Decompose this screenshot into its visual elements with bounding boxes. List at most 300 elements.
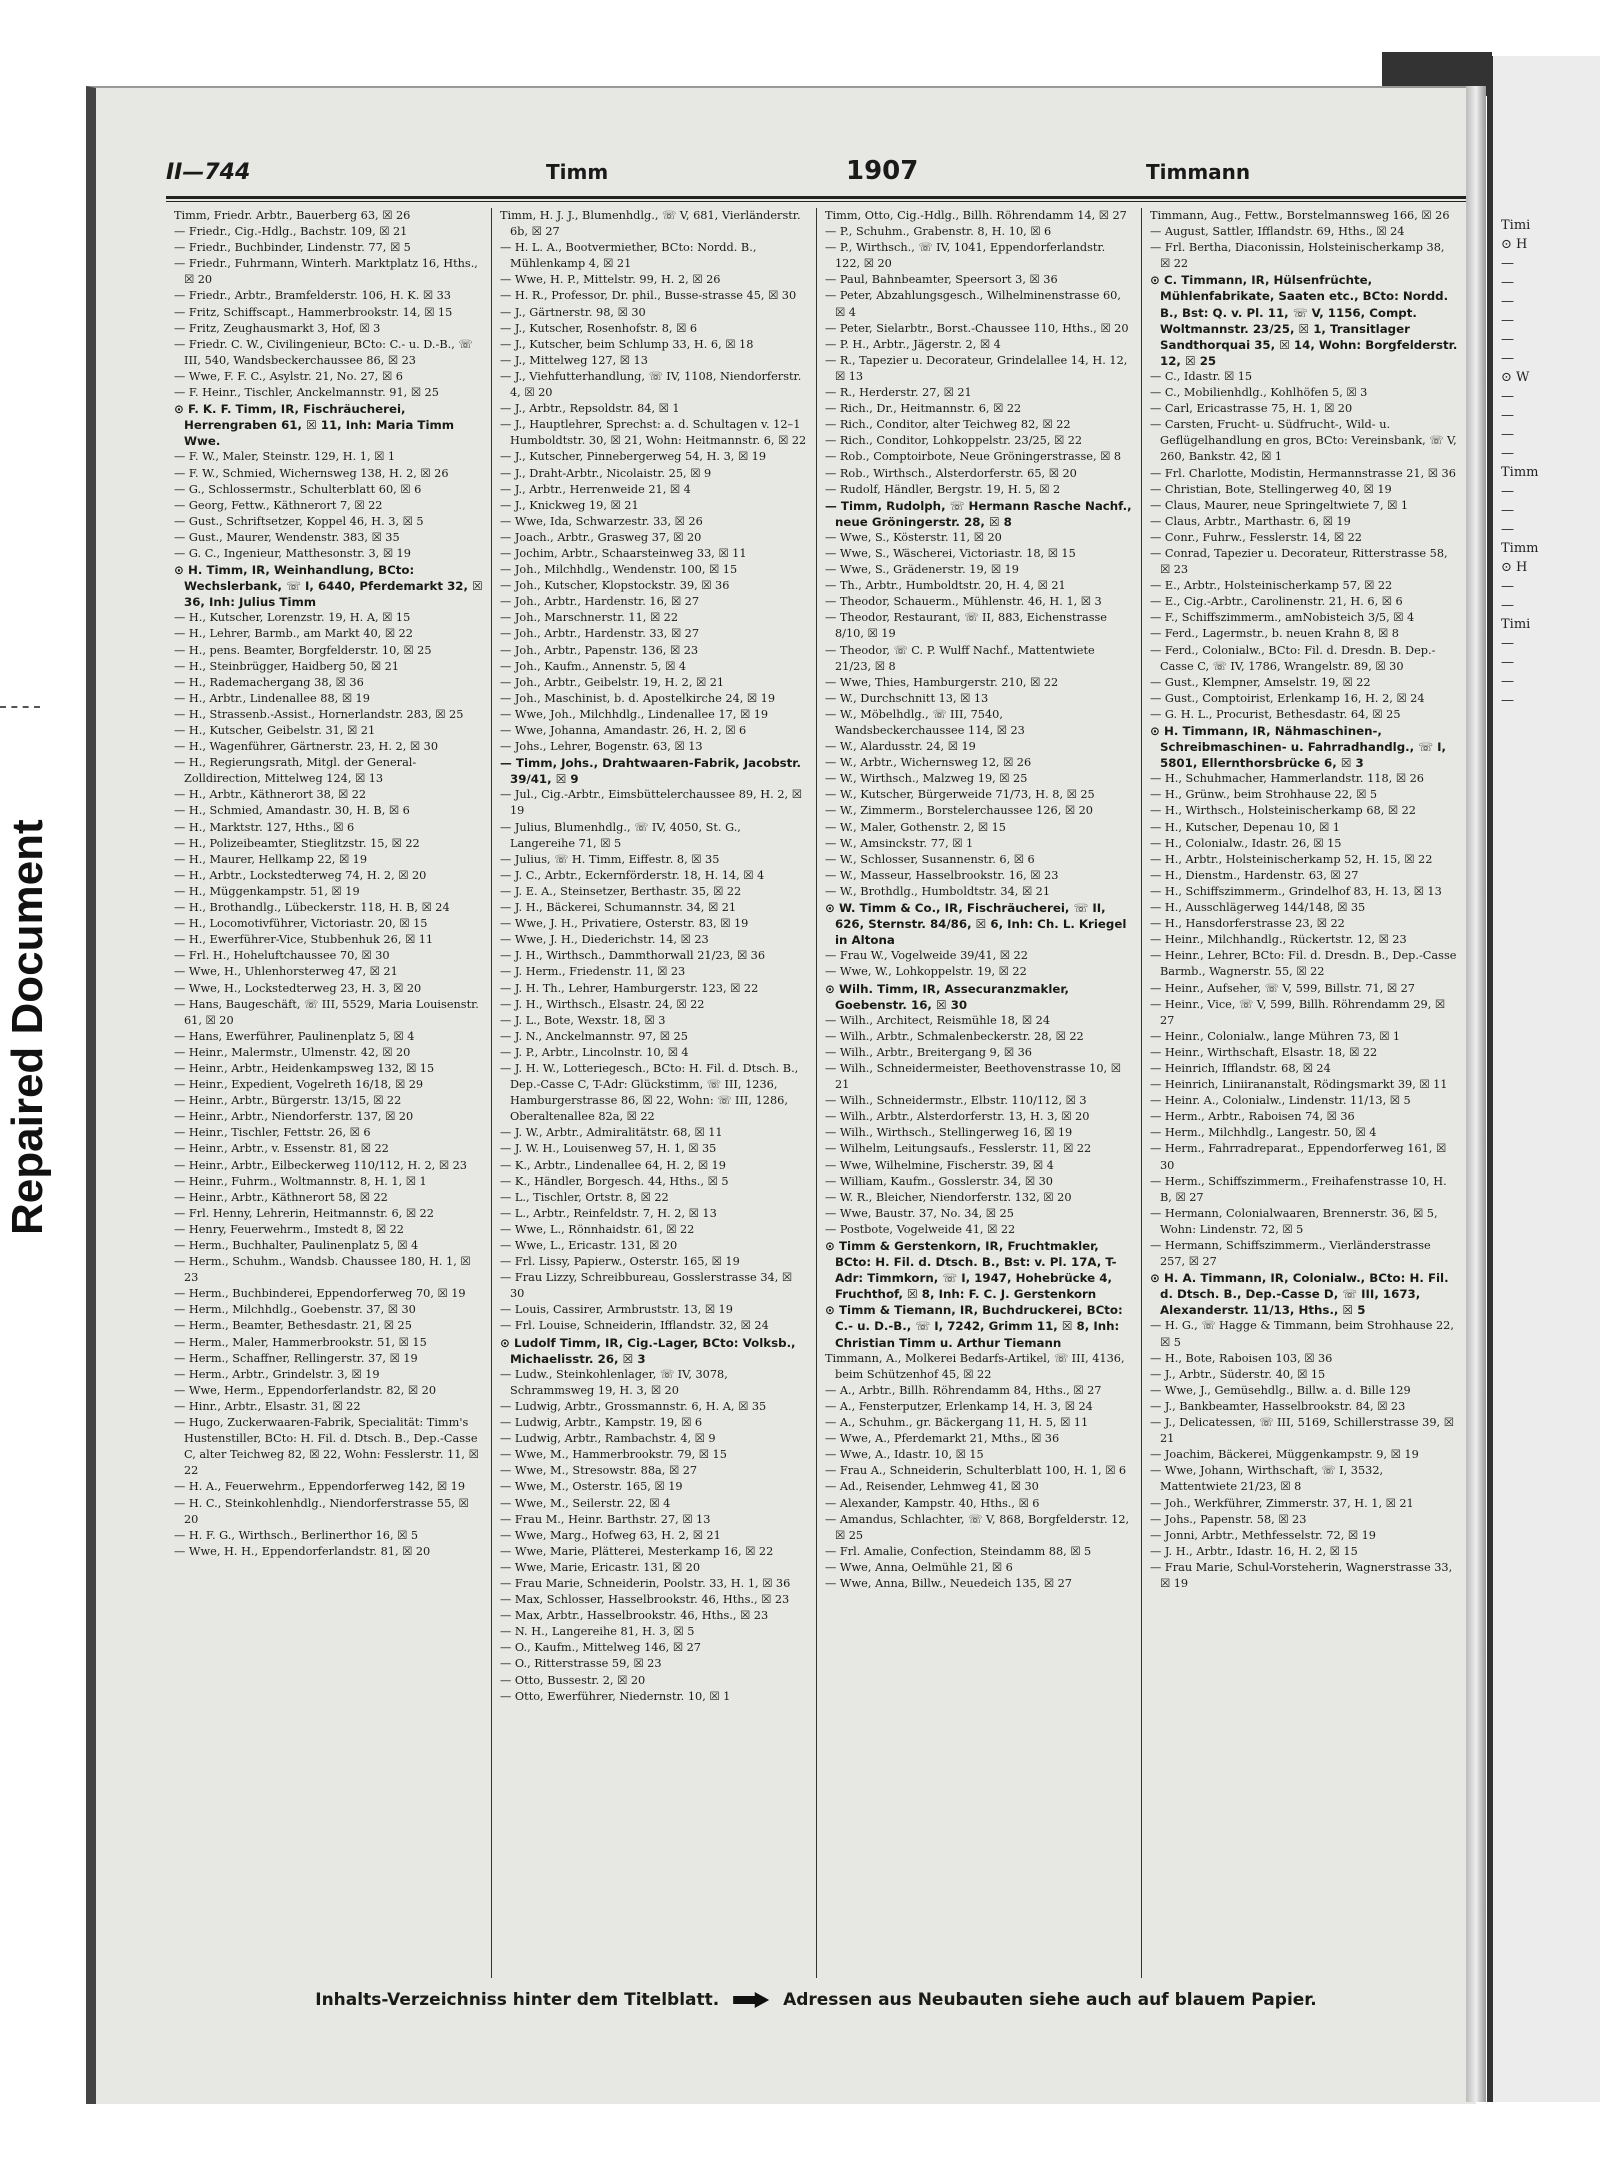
directory-entry: — Wwe, M., Stresowstr. 88a, ☒ 27 [500, 1464, 698, 1478]
directory-entry: — Heinr., Malermstr., Ulmenstr. 42, ☒ 20 [174, 1045, 411, 1059]
directory-entry: — Ludwig, Arbtr., Rambachstr. 4, ☒ 9 [500, 1432, 716, 1446]
directory-entry: — Frau Marie, Schneiderin, Poolstr. 33, H. 1, ☒ 36 [500, 1576, 791, 1590]
directory-entry: — H., Lehrer, Barmb., am Markt 40, ☒ 22 [174, 627, 413, 641]
directory-entry: — Theodor, ☏ C. P. Wulff Nachf., Mattentwiete 21/23, ☒ 8 [825, 643, 1095, 673]
directory-entry: — Herm., Schaffner, Rellingerstr. 37, ☒ 19 [174, 1351, 418, 1365]
directory-entry: — Joh., Milchhdlg., Wendenstr. 100, ☒ 15 [500, 563, 738, 577]
directory-entry: — H., Schmied, Amandastr. 30, H. B, ☒ 6 [174, 804, 410, 818]
directory-entry: — Rich., Conditor, alter Teichweg 82, ☒ 22 [825, 418, 1071, 432]
directory-entry: — W., Brothdlg., Humboldtstr. 34, ☒ 21 [825, 884, 1051, 898]
directory-entry: — H., Maurer, Hellkamp 22, ☒ 19 [174, 852, 368, 866]
page-header [166, 154, 1466, 194]
directory-entry: — J. E. A., Steinsetzer, Berthastr. 35, ☒ 22 [500, 884, 742, 898]
directory-entry: — Max, Schlosser, Hasselbrookstr. 46, Hths., ☒ 23 [500, 1593, 790, 1607]
directory-entry: — Wwe, H., Uhlenhorsterweg 47, ☒ 21 [174, 965, 398, 979]
directory-entry: — Frl. H., Hoheluftchaussee 70, ☒ 30 [174, 949, 390, 963]
next-page-fragment: Timi ⊙ H — — — — — — ⊙ W — — — — Timm — — — Timm ⊙ H — — Timi — — — — [1501, 218, 1539, 708]
directory-entry: — Joh., Kutscher, Klopstockstr. 39, ☒ 36 [500, 579, 730, 593]
directory-entry: — Heinr., Arbtr., v. Essenstr. 81, ☒ 22 [174, 1142, 389, 1156]
directory-entry: — Joh., Maschinist, b. d. Apostelkirche 24, ☒ 19 [500, 691, 776, 705]
directory-entry: — Frau M., Heinr. Barthstr. 27, ☒ 13 [500, 1512, 711, 1526]
directory-entry: — Wilhelm, Leitungsaufs., Fesslerstr. 11, ☒ 22 [825, 1142, 1092, 1156]
directory-entry: ⊙ F. K. F. Timm, IR, Fischräucherei, Herrengraben 61, ☒ 11, Inh: Maria Timm Wwe. [174, 402, 455, 449]
directory-entry: — E., Cig.-Arbtr., Carolinenstr. 21, H. 6, ☒ 6 [1150, 595, 1403, 609]
directory-entry: — Herm., Schiffszimmerm., Freihafenstrasse 10, H. B, ☒ 27 [1150, 1174, 1447, 1204]
directory-entry: — Heinr., Arbtr., Eilbeckerweg 110/112, H. 2, ☒ 23 [174, 1158, 467, 1172]
directory-entry: — Wwe, L., Ericastr. 131, ☒ 20 [500, 1239, 678, 1252]
pointing-hand-icon [733, 1992, 769, 2008]
directory-entry: — Joh., Marschnerstr. 11, ☒ 22 [500, 611, 679, 625]
directory-entry: — H., Steinbrügger, Haidberg 50, ☒ 21 [174, 659, 399, 673]
directory-entry: — W., Zimmerm., Borstelerchaussee 126, ☒ 20 [825, 804, 1093, 818]
directory-entry: — Wilh., Schneidermeister, Beethovenstrasse 10, ☒ 21 [825, 1061, 1121, 1092]
directory-entry: — Wwe, W., Lohkoppelstr. 19, ☒ 22 [825, 965, 1027, 979]
directory-entry: — Ludw., Steinkohlenlager, ☏ IV, 3078, Schrammsweg 19, H. 3, ☒ 20 [500, 1367, 728, 1397]
directory-entry: — Herm., Arbtr., Grindelstr. 3, ☒ 19 [174, 1367, 380, 1381]
directory-entry: — Peter, Sielarbtr., Borst.-Chaussee 110, Hths., ☒ 20 [825, 321, 1129, 335]
header-left-name: Timm [546, 160, 609, 184]
directory-entry: — H., Schuhmacher, Hammerlandstr. 118, ☒ 26 [1150, 772, 1424, 786]
directory-entry: — J. H., Bäckerei, Schumannstr. 34, ☒ 21 [500, 901, 737, 915]
directory-entry: — H., Arbtr., Lockstedterweg 74, H. 2, ☒ 20 [174, 868, 427, 882]
directory-entry: — J. W., Arbtr., Admiralitätstr. 68, ☒ 11 [500, 1126, 723, 1140]
directory-entry: — J., Gärtnerstr. 98, ☒ 30 [500, 305, 646, 319]
directory-entry: — Wwe, J., Gemüsehdlg., Billw. a. d. Bille 129 [1150, 1383, 1411, 1397]
page-number: II—744 [166, 160, 251, 185]
directory-entry: — J., Bankbeamter, Hasselbrookstr. 84, ☒ 23 [1150, 1399, 1406, 1413]
directory-entry: — Jonni, Arbtr., Methfesselstr. 72, ☒ 19 [1150, 1528, 1376, 1542]
directory-entry: — Friedr., Fuhrmann, Winterh. Marktplatz 16, Hths., ☒ 20 [174, 257, 478, 287]
directory-entry: — H., Brothandlg., Lübeckerstr. 118, H. B, ☒ 24 [174, 901, 450, 915]
directory-entry: — J., Arbtr., Herrenweide 21, ☒ 4 [500, 482, 691, 496]
column-1 [166, 208, 491, 1978]
directory-entry: — H., Wagenführer, Gärtnerstr. 23, H. 2, ☒ 30 [174, 740, 439, 754]
directory-entry: — L., Tischler, Ortstr. 8, ☒ 22 [500, 1190, 669, 1204]
directory-entry: — Wwe, Johann, Wirthschaft, ☏ I, 3532, Mattentwiete 21/23, ☒ 8 [1150, 1464, 1384, 1494]
directory-entry: — Wwe, Herm., Eppendorferlandstr. 82, ☒ 20 [174, 1383, 437, 1397]
directory-entry: — Max, Arbtr., Hasselbrookstr. 46, Hths., ☒ 23 [500, 1609, 769, 1623]
directory-entry: — Heinr. A., Colonialw., Lindenstr. 11/13, ☒ 5 [1150, 1094, 1411, 1108]
directory-entry: — Wwe, L., Rönnhaidstr. 61, ☒ 22 [500, 1222, 695, 1236]
directory-entry: — Johs., Papenstr. 58, ☒ 23 [1150, 1512, 1307, 1526]
directory-entry: — J., Mittelweg 127, ☒ 13 [500, 353, 648, 367]
directory-entry: — Frl. Henny, Lehrerin, Heitmannstr. 6, ☒ 22 [174, 1206, 434, 1220]
directory-entry: — H., Locomotivführer, Victoriastr. 20, ☒ 15 [174, 917, 428, 931]
directory-entry: — F., Schiffszimmerm., amNobisteich 3/5, ☒ 4 [1150, 611, 1415, 625]
directory-entry: — K., Arbtr., Lindenallee 64, H. 2, ☒ 19 [500, 1158, 726, 1172]
directory-entry: — H., Polizeibeamter, Stieglitzstr. 15, ☒ 22 [174, 836, 420, 850]
directory-entry: — Heinr., Aufseher, ☏ V, 599, Billstr. 71, ☒ 27 [1150, 981, 1415, 995]
directory-entry: — Rob., Comptoirbote, Neue Gröningerstrasse, ☒ 8 [825, 450, 1122, 464]
directory-entry: — W., Masseur, Hasselbrookstr. 16, ☒ 23 [825, 868, 1059, 882]
directory-entry: — G., Schlossermstr., Schulterblatt 60, ☒ 6 [174, 482, 422, 496]
page-crease [1466, 86, 1486, 2102]
directory-entry: — J., Arbtr., Süderstr. 40, ☒ 15 [1150, 1367, 1326, 1381]
directory-entry: ⊙ H. Timmann, IR, Nähmaschinen-, Schreibmaschinen- u. Fahrradhandlg., ☏ I, 5801, Ellernthorsbrücke 6, ☒ 3 [1150, 724, 1446, 771]
directory-entry: — H. A., Feuerwehrm., Eppendorferweg 142, ☒ 19 [174, 1480, 466, 1494]
directory-entry: — Wwe, S., Kösterstr. 11, ☒ 20 [825, 530, 1002, 544]
directory-entry: — W., Maler, Gothenstr. 2, ☒ 15 [825, 820, 1006, 834]
directory-entry: — Friedr., Cig.-Hdlg., Bachstr. 109, ☒ 21 [174, 225, 408, 239]
directory-entry: — Ludwig, Arbtr., Kampstr. 19, ☒ 6 [500, 1416, 703, 1430]
directory-entry: — J. W. H., Louisenweg 57, H. 1, ☒ 35 [500, 1142, 717, 1156]
directory-entry: — H. F. G., Wirthsch., Berlinerthor 16, ☒ 5 [174, 1528, 419, 1542]
directory-entry: — Wilh., Arbtr., Breitergang 9, ☒ 36 [825, 1045, 1032, 1059]
directory-entry: — Fritz, Zeughausmarkt 3, Hof, ☒ 3 [174, 321, 381, 335]
directory-entry: — J., Draht-Arbtr., Nicolaistr. 25, ☒ 9 [500, 466, 712, 480]
directory-entry: — Herm., Milchhdlg., Langestr. 50, ☒ 4 [1150, 1126, 1377, 1140]
directory-entry: — Wwe, F. F. C., Asylstr. 21, No. 27, ☒ 6 [174, 369, 403, 383]
directory-entry: — Ferd., Colonialw., BCto: Fil. d. Dresdn. B. Dep.-Casse C, ☏ IV, 1786, Wrangelstr. 89, ☒ 30 [1150, 643, 1436, 673]
directory-entry: — H., Marktstr. 127, Hths., ☒ 6 [174, 820, 355, 834]
directory-entry: Timmann, Aug., Fettw., Borstelmannsweg 166, ☒ 26 [1150, 209, 1450, 222]
directory-entry: — W., Kutscher, Bürgerweide 71/73, H. 8, ☒ 25 [825, 788, 1095, 802]
directory-entry: — Conrad, Tapezier u. Decorateur, Ritterstrasse 58, ☒ 23 [1150, 546, 1448, 577]
directory-entry: — J., Knickweg 19, ☒ 21 [500, 498, 639, 512]
directory-entry: — J. H., Wirthsch., Dammthorwall 21/23, ☒ 36 [500, 949, 766, 963]
directory-entry: — Alexander, Kampstr. 40, Hths., ☒ 6 [825, 1496, 1040, 1510]
directory-entry: ⊙ Ludolf Timm, IR, Cig.-Lager, BCto: Volksb., Michaelisstr. 26, ☒ 3 [500, 1335, 796, 1366]
directory-entry: — Heinr., Colonialw., lange Mühren 73, ☒ 1 [1150, 1029, 1401, 1043]
directory-entry: — Timm, Rudolph, ☏ Hermann Rasche Nachf., neue Gröningerstr. 28, ☒ 8 [825, 498, 1132, 529]
directory-entry: — Frl. Lissy, Papierw., Osterstr. 165, ☒ 19 [500, 1255, 740, 1269]
directory-entry: — Christian, Bote, Stellingerweg 40, ☒ 19 [1150, 482, 1392, 496]
directory-entry: — Herm., Beamter, Bethesdastr. 21, ☒ 25 [174, 1319, 412, 1333]
directory-entry: — Frl. Bertha, Diaconissin, Holsteinischerkamp 38, ☒ 22 [1150, 241, 1445, 271]
directory-entry: — H., Regierungsrath, Mitgl. der General-Zolldirection, Mittelweg 124, ☒ 13 [174, 756, 417, 786]
directory-entry: — Joh., Arbtr., Hardenstr. 16, ☒ 27 [500, 595, 700, 609]
directory-entry: — Wilh., Arbtr., Schmalenbeckerstr. 28, ☒ 22 [825, 1029, 1084, 1043]
directory-entry: — Herm., Milchhdlg., Goebenstr. 37, ☒ 30 [174, 1303, 416, 1317]
directory-entry: — Heinrich, Ifflandstr. 68, ☒ 24 [1150, 1061, 1331, 1075]
footer-left-text: Inhalts-Verzeichniss hinter dem Titelblatt. [315, 1990, 720, 2010]
column-2 [491, 208, 816, 1978]
directory-entry: — J., Kutscher, Rosenhofstr. 8, ☒ 6 [500, 321, 698, 335]
directory-entry: — Otto, Bussestr. 2, ☒ 20 [500, 1673, 646, 1687]
directory-entry: Timmann, A., Molkerei Bedarfs-Artikel, ☏ III, 4136, beim Schützenhof 45, ☒ 22 [825, 1351, 1125, 1381]
directory-entry: — Gust., Comptoirist, Erlenkamp 16, H. 2, ☒ 24 [1150, 691, 1425, 705]
directory-entry: — Otto, Ewerführer, Niedernstr. 10, ☒ 1 [500, 1689, 731, 1703]
repaired-document-label: Repaired Document [3, 819, 52, 1235]
header-right-name: Timmann [1146, 160, 1251, 184]
column-3 [816, 208, 1141, 1978]
directory-entry: — H., Colonialw., Idastr. 26, ☒ 15 [1150, 836, 1342, 850]
directory-entry: — August, Sattler, Ifflandstr. 69, Hths., ☒ 24 [1150, 225, 1405, 239]
directory-entry: — Herm., Schuhm., Wandsb. Chaussee 180, H. 1, ☒ 23 [174, 1255, 471, 1285]
directory-entry: — Herm., Fahrradreparat., Eppendorferweg 161, ☒ 30 [1150, 1142, 1447, 1172]
directory-entry: — Heinr., Lehrer, BCto: Fil. d. Dresdn. B., Dep.-Casse Barmb., Wagnerstr. 55, ☒ 22 [1150, 949, 1457, 979]
directory-entry: — R., Herderstr. 27, ☒ 21 [825, 386, 972, 400]
directory-entry: — J. Herm., Friedenstr. 11, ☒ 23 [500, 965, 686, 979]
directory-entry: — Fritz, Schiffscapt., Hammerbrookstr. 14, ☒ 15 [174, 305, 453, 319]
directory-entry: — W., Amsinckstr. 77, ☒ 1 [825, 836, 974, 850]
directory-entry: — P., Schuhm., Grabenstr. 8, H. 10, ☒ 6 [825, 225, 1052, 239]
directory-entry: — Frl. Louise, Schneiderin, Ifflandstr. 32, ☒ 24 [500, 1319, 769, 1333]
directory-entry: — Wwe, Joh., Milchhdlg., Lindenallee 17, ☒ 19 [500, 707, 769, 721]
directory-entry: — Friedr., Arbtr., Bramfelderstr. 106, H. K. ☒ 33 [174, 289, 451, 303]
directory-entry: — F. Heinr., Tischler, Anckelmannstr. 91, ☒ 25 [174, 386, 439, 400]
directory-entry: — Wwe, H. H., Eppendorferlandstr. 81, ☒ 20 [174, 1544, 431, 1558]
directory-entry: — H., Arbtr., Holsteinischerkamp 52, H. 15, ☒ 22 [1150, 852, 1433, 866]
directory-entry: — Wwe, Anna, Billw., Neuedeich 135, ☒ 27 [825, 1576, 1072, 1590]
directory-entry: — Rich., Conditor, Lohkoppelstr. 23/25, ☒ 22 [825, 434, 1083, 448]
directory-entry: — Wwe, Johanna, Amandastr. 26, H. 2, ☒ 6 [500, 724, 747, 737]
directory-entry: — A., Schuhm., gr. Bäckergang 11, H. 5, ☒ 11 [825, 1416, 1089, 1430]
directory-entry: — Heinr., Arbtr., Niendorferstr. 137, ☒ 20 [174, 1110, 414, 1124]
directory-entry: — G. H. L., Procurist, Bethesdastr. 64, ☒ 25 [1150, 707, 1401, 721]
directory-entry: — W., Alardusstr. 24, ☒ 19 [825, 740, 976, 754]
directory-entry: — E., Arbtr., Holsteinischerkamp 57, ☒ 22 [1150, 579, 1393, 593]
directory-entry: — Henry, Feuerwehrm., Imstedt 8, ☒ 22 [174, 1222, 404, 1236]
directory-entry: — Wwe, Marg., Hofweg 63, H. 2, ☒ 21 [500, 1528, 721, 1542]
directory-entry: — Wwe, Thies, Hamburgerstr. 210, ☒ 22 [825, 675, 1059, 689]
directory-entry: — Julius, Blumenhdlg., ☏ IV, 4050, St. G., Langereihe 71, ☒ 5 [500, 820, 741, 850]
directory-entry: — Heinr., Arbtr., Käthnerort 58, ☒ 22 [174, 1190, 388, 1204]
directory-entry: — Frau A., Schneiderin, Schulterblatt 100, H. 1, ☒ 6 [825, 1464, 1127, 1478]
directory-entry: — J. C., Arbtr., Eckernförderstr. 18, H. 14, ☒ 4 [500, 868, 765, 882]
directory-entry: — Rob., Wirthsch., Alsterdorferstr. 65, ☒ 20 [825, 466, 1077, 480]
directory-entry: — Heinr., Fuhrm., Woltmannstr. 8, H. 1, ☒ 1 [174, 1174, 427, 1188]
directory-entry: — H., Dienstm., Hardenstr. 63, ☒ 27 [1150, 868, 1359, 882]
directory-entry: — Th., Arbtr., Humboldtstr. 20, H. 4, ☒ 21 [825, 579, 1066, 593]
directory-entry: — Heinrich, Liniirananstalt, Rödingsmarkt 39, ☒ 11 [1150, 1078, 1448, 1092]
directory-entry: — Postbote, Vogelweide 41, ☒ 22 [825, 1222, 1016, 1236]
directory-entry: — Timm, Johs., Drahtwaaren-Fabrik, Jacobstr. 39/41, ☒ 9 [500, 756, 801, 787]
directory-entry: — Hermann, Colonialwaaren, Brennerstr. 36, ☒ 5, Wohn: Lindenstr. 72, ☒ 5 [1150, 1206, 1438, 1236]
directory-entry: — Herm., Arbtr., Raboisen 74, ☒ 36 [1150, 1110, 1355, 1124]
directory-entry: — Frl. Charlotte, Modistin, Hermannstrasse 21, ☒ 36 [1150, 466, 1456, 480]
directory-entry: — P. H., Arbtr., Jägerstr. 2, ☒ 4 [825, 337, 1001, 351]
directory-entry: — Wwe, J. H., Privatiere, Osterstr. 83, ☒ 19 [500, 917, 749, 931]
directory-entry: — W. R., Bleicher, Niendorferstr. 132, ☒ 20 [825, 1190, 1072, 1204]
directory-entry: — Herm., Buchhalter, Paulinenplatz 5, ☒ 4 [174, 1239, 419, 1252]
directory-entry: — H., Kutscher, Geibelstr. 31, ☒ 21 [174, 724, 376, 737]
directory-entry: — W., Arbtr., Wichernsweg 12, ☒ 26 [825, 756, 1032, 770]
directory-entry: — Heinr., Vice, ☏ V, 599, Billh. Röhrendamm 29, ☒ 27 [1150, 997, 1446, 1027]
directory-entry: — Ferd., Lagermstr., b. neuen Krahn 8, ☒ 8 [1150, 627, 1399, 641]
directory-entry: ⊙ C. Timmann, IR, Hülsenfrüchte, Mühlenfabrikate, Saaten etc., BCto: Nordd. B., Bst: Q. v. Pl. 11, ☏ V, 1156, Compt. Woltmannstr. 23/25, ☒ 1, Transitlager Sandthorquai 35, ☒ 14, Wohn: Borgfelderstr. 12, ☒ 25 [1150, 273, 1458, 368]
directory-entry: — L., Arbtr., Reinfeldstr. 7, H. 2, ☒ 13 [500, 1206, 717, 1220]
directory-entry: — Wwe, M., Seilerstr. 22, ☒ 4 [500, 1496, 671, 1510]
directory-entry: — Frau Marie, Schul-Vorsteherin, Wagnerstrasse 33, ☒ 19 [1150, 1560, 1453, 1590]
directory-entry: — Gust., Klempner, Amselstr. 19, ☒ 22 [1150, 675, 1371, 689]
directory-entry: — W., Möbelhdlg., ☏ III, 7540, Wandsbeckerchaussee 114, ☒ 23 [825, 707, 1025, 737]
directory-entry: — Wilh., Architect, Reismühle 18, ☒ 24 [825, 1013, 1051, 1027]
directory-entry: — Heinr., Expedient, Vogelreth 16/18, ☒ 29 [174, 1078, 424, 1092]
directory-entry: — Heinr., Arbtr., Bürgerstr. 13/15, ☒ 22 [174, 1094, 402, 1108]
directory-entry: — C., Idastr. ☒ 15 [1150, 369, 1253, 383]
directory-entry: — H., Kutscher, Lorenzstr. 19, H. A, ☒ 15 [174, 611, 411, 625]
directory-entry: — J., Kutscher, beim Schlump 33, H. 6, ☒ 18 [500, 337, 754, 351]
directory-entry: — F. W., Schmied, Wichernsweg 138, H. 2, ☒ 26 [174, 466, 449, 480]
directory-entry: — Rudolf, Händler, Bergstr. 19, H. 5, ☒ 2 [825, 482, 1061, 496]
directory-entry: — G. C., Ingenieur, Matthesonstr. 3, ☒ 19 [174, 546, 411, 560]
directory-entry: — Wwe, J. H., Diederichstr. 14, ☒ 23 [500, 933, 709, 947]
directory-entry: — Wwe, H., Lockstedterweg 23, H. 3, ☒ 20 [174, 981, 422, 995]
directory-entry: — H. C., Steinkohlenhdlg., Niendorferstrasse 55, ☒ 20 [174, 1496, 469, 1526]
directory-entry: — Wwe, M., Osterstr. 165, ☒ 19 [500, 1480, 683, 1494]
directory-entry: — Hinr., Arbtr., Elsastr. 31, ☒ 22 [174, 1399, 361, 1413]
directory-entry: — O., Ritterstrasse 59, ☒ 23 [500, 1657, 662, 1671]
directory-entry: Timm, H. J. J., Blumenhdlg., ☏ V, 681, Vierländerstr. 6b, ☒ 27 [500, 209, 801, 239]
directory-entry: — H. G., ☏ Hagge & Timmann, beim Strohhause 22, ☒ 5 [1150, 1319, 1454, 1349]
directory-entry: — Friedr., Buchbinder, Lindenstr. 77, ☒ 5 [174, 241, 411, 255]
directory-entry: — H., Hansdorferstrasse 23, ☒ 22 [1150, 917, 1345, 931]
directory-entry: ⊙ Timm & Tiemann, IR, Buchdruckerei, BCto: C.- u. D.-B., ☏ I, 7242, Grimm 11, ☒ 8, Inh: Christian Timm u. Arthur Tiemann [825, 1303, 1123, 1350]
directory-entry: — Wwe, H. P., Mittelstr. 99, H. 2, ☒ 26 [500, 273, 721, 287]
directory-entry: — P., Wirthsch., ☏ IV, 1041, Eppendorferlandstr. 122, ☒ 20 [825, 241, 1106, 271]
column-4 [1141, 208, 1466, 1978]
directory-entry: — Wwe, Baustr. 37, No. 34, ☒ 25 [825, 1206, 1014, 1220]
directory-entry: — Wilh., Schneidermstr., Elbstr. 110/112, ☒ 3 [825, 1094, 1087, 1108]
directory-entry: — Louis, Cassirer, Armbruststr. 13, ☒ 19 [500, 1303, 733, 1317]
directory-entry: — Joh., Kaufm., Annenstr. 5, ☒ 4 [500, 659, 687, 673]
directory-entry: — Wwe, Wilhelmine, Fischerstr. 39, ☒ 4 [825, 1158, 1054, 1172]
directory-columns [166, 208, 1466, 1978]
directory-entry: — Heinr., Milchhandlg., Rückertstr. 12, ☒ 23 [1150, 933, 1407, 947]
directory-entry: — J. H., Arbtr., Idastr. 16, H. 2, ☒ 15 [1150, 1544, 1358, 1558]
next-page-edge [1487, 56, 1600, 2102]
directory-entry: — Jochim, Arbtr., Schaarsteinweg 33, ☒ 11 [500, 546, 747, 560]
directory-entry: — Conr., Fuhrw., Fesslerstr. 14, ☒ 22 [1150, 530, 1362, 544]
directory-entry: — J. P., Arbtr., Lincolnstr. 10, ☒ 4 [500, 1045, 689, 1059]
directory-entry: — H., Ewerführer-Vice, Stubbenhuk 26, ☒ 11 [174, 933, 434, 947]
directory-entry: — Claus, Maurer, neue Springeltwiete 7, ☒ 1 [1150, 498, 1409, 512]
directory-entry: — Hermann, Schiffszimmerm., Vierländerstrasse 257, ☒ 27 [1150, 1239, 1431, 1269]
directory-entry: — O., Kaufm., Mittelweg 146, ☒ 27 [500, 1641, 701, 1655]
directory-entry: — H., Rademachergang 38, ☒ 36 [174, 675, 364, 689]
directory-entry: — Frau W., Vogelweide 39/41, ☒ 22 [825, 949, 1028, 963]
directory-entry: — R., Tapezier u. Decorateur, Grindelallee 14, H. 12, ☒ 13 [825, 353, 1128, 383]
directory-entry: ⊙ Timm & Gerstenkorn, IR, Fruchtmakler, BCto: H. Fil. d. Dtsch. B., Bst: v. Pl. 17A, T-Adr: Timmkorn, ☏ I, 1947, Hohebrücke 4, Fruchthof, ☒ 8, Inh: F. C. J. Gerstenkorn [825, 1239, 1117, 1302]
directory-entry: — F. W., Maler, Steinstr. 129, H. 1, ☒ 1 [174, 450, 396, 464]
directory-entry: — A., Arbtr., Billh. Röhrendamm 84, Hths., ☒ 27 [825, 1383, 1102, 1397]
directory-entry: — J., Kutscher, Pinnebergerweg 54, H. 3, ☒ 19 [500, 450, 767, 464]
directory-entry: — Wilh., Arbtr., Alsterdorferstr. 13, H. 3, ☒ 20 [825, 1110, 1090, 1124]
directory-entry: — Hans, Ewerführer, Paulinenplatz 5, ☒ 4 [174, 1029, 415, 1043]
directory-entry: — H., pens. Beamter, Borgfelderstr. 10, ☒ 25 [174, 643, 432, 657]
directory-entry: — K., Händler, Borgesch. 44, Hths., ☒ 5 [500, 1174, 729, 1188]
directory-entry: — Wwe, A., Pferdemarkt 21, Mths., ☒ 36 [825, 1432, 1060, 1446]
directory-entry: — J., Viehfutterhandlung, ☏ IV, 1108, Niendorferstr. 4, ☒ 20 [500, 369, 802, 400]
directory-entry: — Frau Lizzy, Schreibbureau, Gosslerstrasse 34, ☒ 30 [500, 1271, 793, 1301]
directory-entry: — Peter, Abzahlungsgesch., Wilhelminenstrasse 60, ☒ 4 [825, 289, 1121, 319]
directory-entry: — J., Delicatessen, ☏ III, 5169, Schillerstrasse 39, ☒ 21 [1150, 1416, 1454, 1446]
directory-entry: — H., Bote, Raboisen 103, ☒ 36 [1150, 1351, 1333, 1365]
directory-entry: — Wwe, Marie, Plätterei, Mesterkamp 16, ☒ 22 [500, 1544, 774, 1558]
directory-entry: — Friedr. C. W., Civilingenieur, BCto: C.- u. D.-B., ☏ III, 540, Wandsbeckerchaussee 86, ☒ 23 [174, 337, 473, 367]
directory-entry: — Wwe, Anna, Oelmühle 21, ☒ 6 [825, 1560, 1013, 1574]
directory-entry: — H., Arbtr., Lindenallee 88, ☒ 19 [174, 691, 370, 705]
scanned-page [86, 86, 1476, 2104]
directory-entry: — W., Schlosser, Susannenstr. 6, ☒ 6 [825, 852, 1035, 866]
directory-entry: — Joh., Werkführer, Zimmerstr. 37, H. 1, ☒ 21 [1150, 1496, 1414, 1510]
directory-entry: — Jul., Cig.-Arbtr., Eimsbüttelerchaussee 89, H. 2, ☒ 19 [500, 788, 802, 818]
directory-entry: — C., Mobilienhdlg., Kohlhöfen 5, ☒ 3 [1150, 386, 1368, 400]
directory-entry: ⊙ Wilh. Timm, IR, Assecuranzmakler, Goebenstr. 16, ☒ 30 [825, 981, 1069, 1012]
directory-entry: — Wwe, S., Grädenerstr. 19, ☒ 19 [825, 563, 1019, 577]
directory-entry: — Herm., Maler, Hammerbrookstr. 51, ☒ 15 [174, 1335, 427, 1349]
directory-entry: — H., Schiffszimmerm., Grindelhof 83, H. 13, ☒ 13 [1150, 884, 1442, 898]
directory-entry: — Joh., Arbtr., Geibelstr. 19, H. 2, ☒ 21 [500, 675, 725, 689]
directory-entry: — J. N., Anckelmannstr. 97, ☒ 25 [500, 1029, 688, 1043]
directory-entry: — Joh., Arbtr., Hardenstr. 33, ☒ 27 [500, 627, 700, 641]
directory-entry: — Amandus, Schlachter, ☏ V, 868, Borgfelderstr. 12, ☒ 25 [825, 1512, 1130, 1542]
directory-entry: — Theodor, Restaurant, ☏ II, 883, Eichenstrasse 8/10, ☒ 19 [825, 611, 1107, 641]
directory-entry: — Georg, Fettw., Käthnerort 7, ☒ 22 [174, 498, 383, 512]
directory-entry: — Wwe, Ida, Schwarzestr. 33, ☒ 26 [500, 514, 703, 528]
directory-entry: — J., Hauptlehrer, Sprechst: a. d. Schultagen v. 12–1 Humboldtstr. 30, ☒ 21, Wohn: Heitmannstr. 6, ☒ 22 [500, 418, 807, 448]
directory-entry: — H. R., Professor, Dr. phil., Busse-strasse 45, ☒ 30 [500, 289, 797, 303]
header-year: 1907 [846, 156, 919, 186]
directory-entry: — H., Grünw., beim Strohhause 22, ☒ 5 [1150, 788, 1378, 802]
directory-entry: — J. H., Wirthsch., Elsastr. 24, ☒ 22 [500, 997, 705, 1011]
directory-entry: — H. L. A., Bootvermiether, BCto: Nordd. B., Mühlenkamp 4, ☒ 21 [500, 241, 757, 271]
directory-entry: ⊙ H. Timm, IR, Weinhandlung, BCto: Wechslerbank, ☏ I, 6440, Pferdemarkt 32, ☒ 36, Inh: Julius Timm [174, 563, 483, 610]
footer-right-text: Adressen aus Neubauten siehe auch auf blauem Papier. [783, 1990, 1317, 2010]
directory-entry: — Ludwig, Arbtr., Grossmannstr. 6, H. A, ☒ 35 [500, 1399, 767, 1413]
directory-entry: Timm, Friedr. Arbtr., Bauerberg 63, ☒ 26 [174, 209, 411, 222]
page-footer [166, 1990, 1466, 2010]
directory-entry: — Heinr., Arbtr., Heidenkampsweg 132, ☒ 15 [174, 1061, 435, 1075]
directory-entry: — Heinr., Wirthschaft, Elsastr. 18, ☒ 22 [1150, 1045, 1378, 1059]
directory-entry: — Herm., Buchbinderei, Eppendorferweg 70, ☒ 19 [174, 1287, 466, 1301]
directory-entry: — H., Strassenb.-Assist., Hornerlandstr. 283, ☒ 25 [174, 707, 464, 721]
directory-entry: — Frl. Amalie, Confection, Steindamm 88, ☒ 5 [825, 1544, 1092, 1558]
directory-entry: — Wwe, S., Wäscherei, Victoriastr. 18, ☒ 15 [825, 546, 1076, 560]
directory-entry: — A., Fensterputzer, Erlenkamp 14, H. 3, ☒ 24 [825, 1399, 1093, 1413]
directory-entry: ⊙ W. Timm & Co., IR, Fischräucherei, ☏ II, 626, Sternstr. 84/86, ☒ 6, Inh: Ch. L. Kriegel in Altona [825, 901, 1127, 948]
directory-entry: — Claus, Arbtr., Marthastr. 6, ☒ 19 [1150, 514, 1351, 528]
directory-entry: — Joach., Arbtr., Grasweg 37, ☒ 20 [500, 530, 702, 544]
directory-entry: — Rich., Dr., Heitmannstr. 6, ☒ 22 [825, 402, 1022, 416]
directory-entry: — Wwe, M., Hammerbrookstr. 79, ☒ 15 [500, 1448, 727, 1462]
directory-entry: — H., Arbtr., Käthnerort 38, ☒ 22 [174, 788, 367, 802]
directory-entry: — Gust., Schriftsetzer, Koppel 46, H. 3, ☒ 5 [174, 514, 424, 528]
directory-entry: — Heinr., Tischler, Fettstr. 26, ☒ 6 [174, 1126, 371, 1140]
directory-entry: — Hans, Baugeschäft, ☏ III, 5529, Maria Louisenstr. 61, ☒ 20 [174, 997, 479, 1027]
directory-entry: — Johs., Lehrer, Bogenstr. 63, ☒ 13 [500, 740, 703, 754]
directory-entry: Timm, Otto, Cig.-Hdlg., Billh. Röhrendamm 14, ☒ 27 [825, 209, 1127, 222]
directory-entry: — Ad., Reisender, Lehmweg 41, ☒ 30 [825, 1480, 1039, 1494]
directory-entry: — H., Müggenkampstr. 51, ☒ 19 [174, 884, 360, 898]
directory-entry: — Wilh., Wirthsch., Stellingerweg 16, ☒ 19 [825, 1126, 1073, 1140]
directory-entry: — Joh., Arbtr., Papenstr. 136, ☒ 23 [500, 643, 699, 657]
directory-entry: — Wwe, Marie, Ericastr. 131, ☒ 20 [500, 1560, 701, 1574]
repaired-document-label-wrapper [0, 700, 52, 1260]
directory-entry: — J., Arbtr., Repsoldstr. 84, ☒ 1 [500, 402, 680, 416]
directory-entry: — Hugo, Zuckerwaaren-Fabrik, Specialität: Timm's Hustenstiller, BCto: H. Fil. d. Dtsch. B., Dep.-Casse C, alter Teichweg 82, ☒ 22, Wohn: Fesslerstr. 11, ☒ 22 [174, 1416, 479, 1478]
directory-entry: — H., Kutscher, Depenau 10, ☒ 1 [1150, 820, 1340, 834]
directory-entry: — J. H. Th., Lehrer, Hamburgerstr. 123, ☒ 22 [500, 981, 759, 995]
directory-entry: — H., Wirthsch., Holsteinischerkamp 68, ☒ 22 [1150, 804, 1416, 818]
directory-entry: — Carl, Ericastrasse 75, H. 1, ☒ 20 [1150, 402, 1353, 416]
directory-entry: — Joachim, Bäckerei, Müggenkampstr. 9, ☒ 19 [1150, 1448, 1419, 1462]
directory-entry: — William, Kaufm., Gosslerstr. 34, ☒ 30 [825, 1174, 1053, 1188]
directory-entry: ⊙ H. A. Timmann, IR, Colonialw., BCto: H. Fil. d. Dtsch. B., Dep.-Casse D, ☏ III, 1673, Alexanderstr. 11/13, Hths., ☒ 5 [1150, 1271, 1449, 1318]
header-rule-thin [166, 201, 1466, 202]
header-rule-thick [166, 196, 1466, 199]
directory-entry: — H., Ausschlägerweg 144/148, ☒ 35 [1150, 901, 1366, 915]
directory-entry: — J. H. W., Lotteriegesch., BCto: H. Fil. d. Dtsch. B., Dep.-Casse C, T-Adr: Glückstimm, ☏ III, 1236, Hamburgerstrasse 86, ☒ 22, Wohn: ☏ III, 1286, Oberaltenallee 82a, ☒ 22 [500, 1061, 799, 1124]
directory-entry: — W., Wirthsch., Malzweg 19, ☒ 25 [825, 772, 1028, 786]
directory-entry: — Theodor, Schauerm., Mühlenstr. 46, H. 1, ☒ 3 [825, 595, 1102, 609]
directory-entry: — Wwe, A., Idastr. 10, ☒ 15 [825, 1448, 984, 1462]
directory-entry: — W., Durchschnitt 13, ☒ 13 [825, 691, 989, 705]
directory-entry: — N. H., Langereihe 81, H. 3, ☒ 5 [500, 1625, 695, 1639]
directory-entry: — J. L., Bote, Wexstr. 18, ☒ 3 [500, 1013, 666, 1027]
directory-entry: — Gust., Maurer, Wendenstr. 383, ☒ 35 [174, 530, 400, 544]
